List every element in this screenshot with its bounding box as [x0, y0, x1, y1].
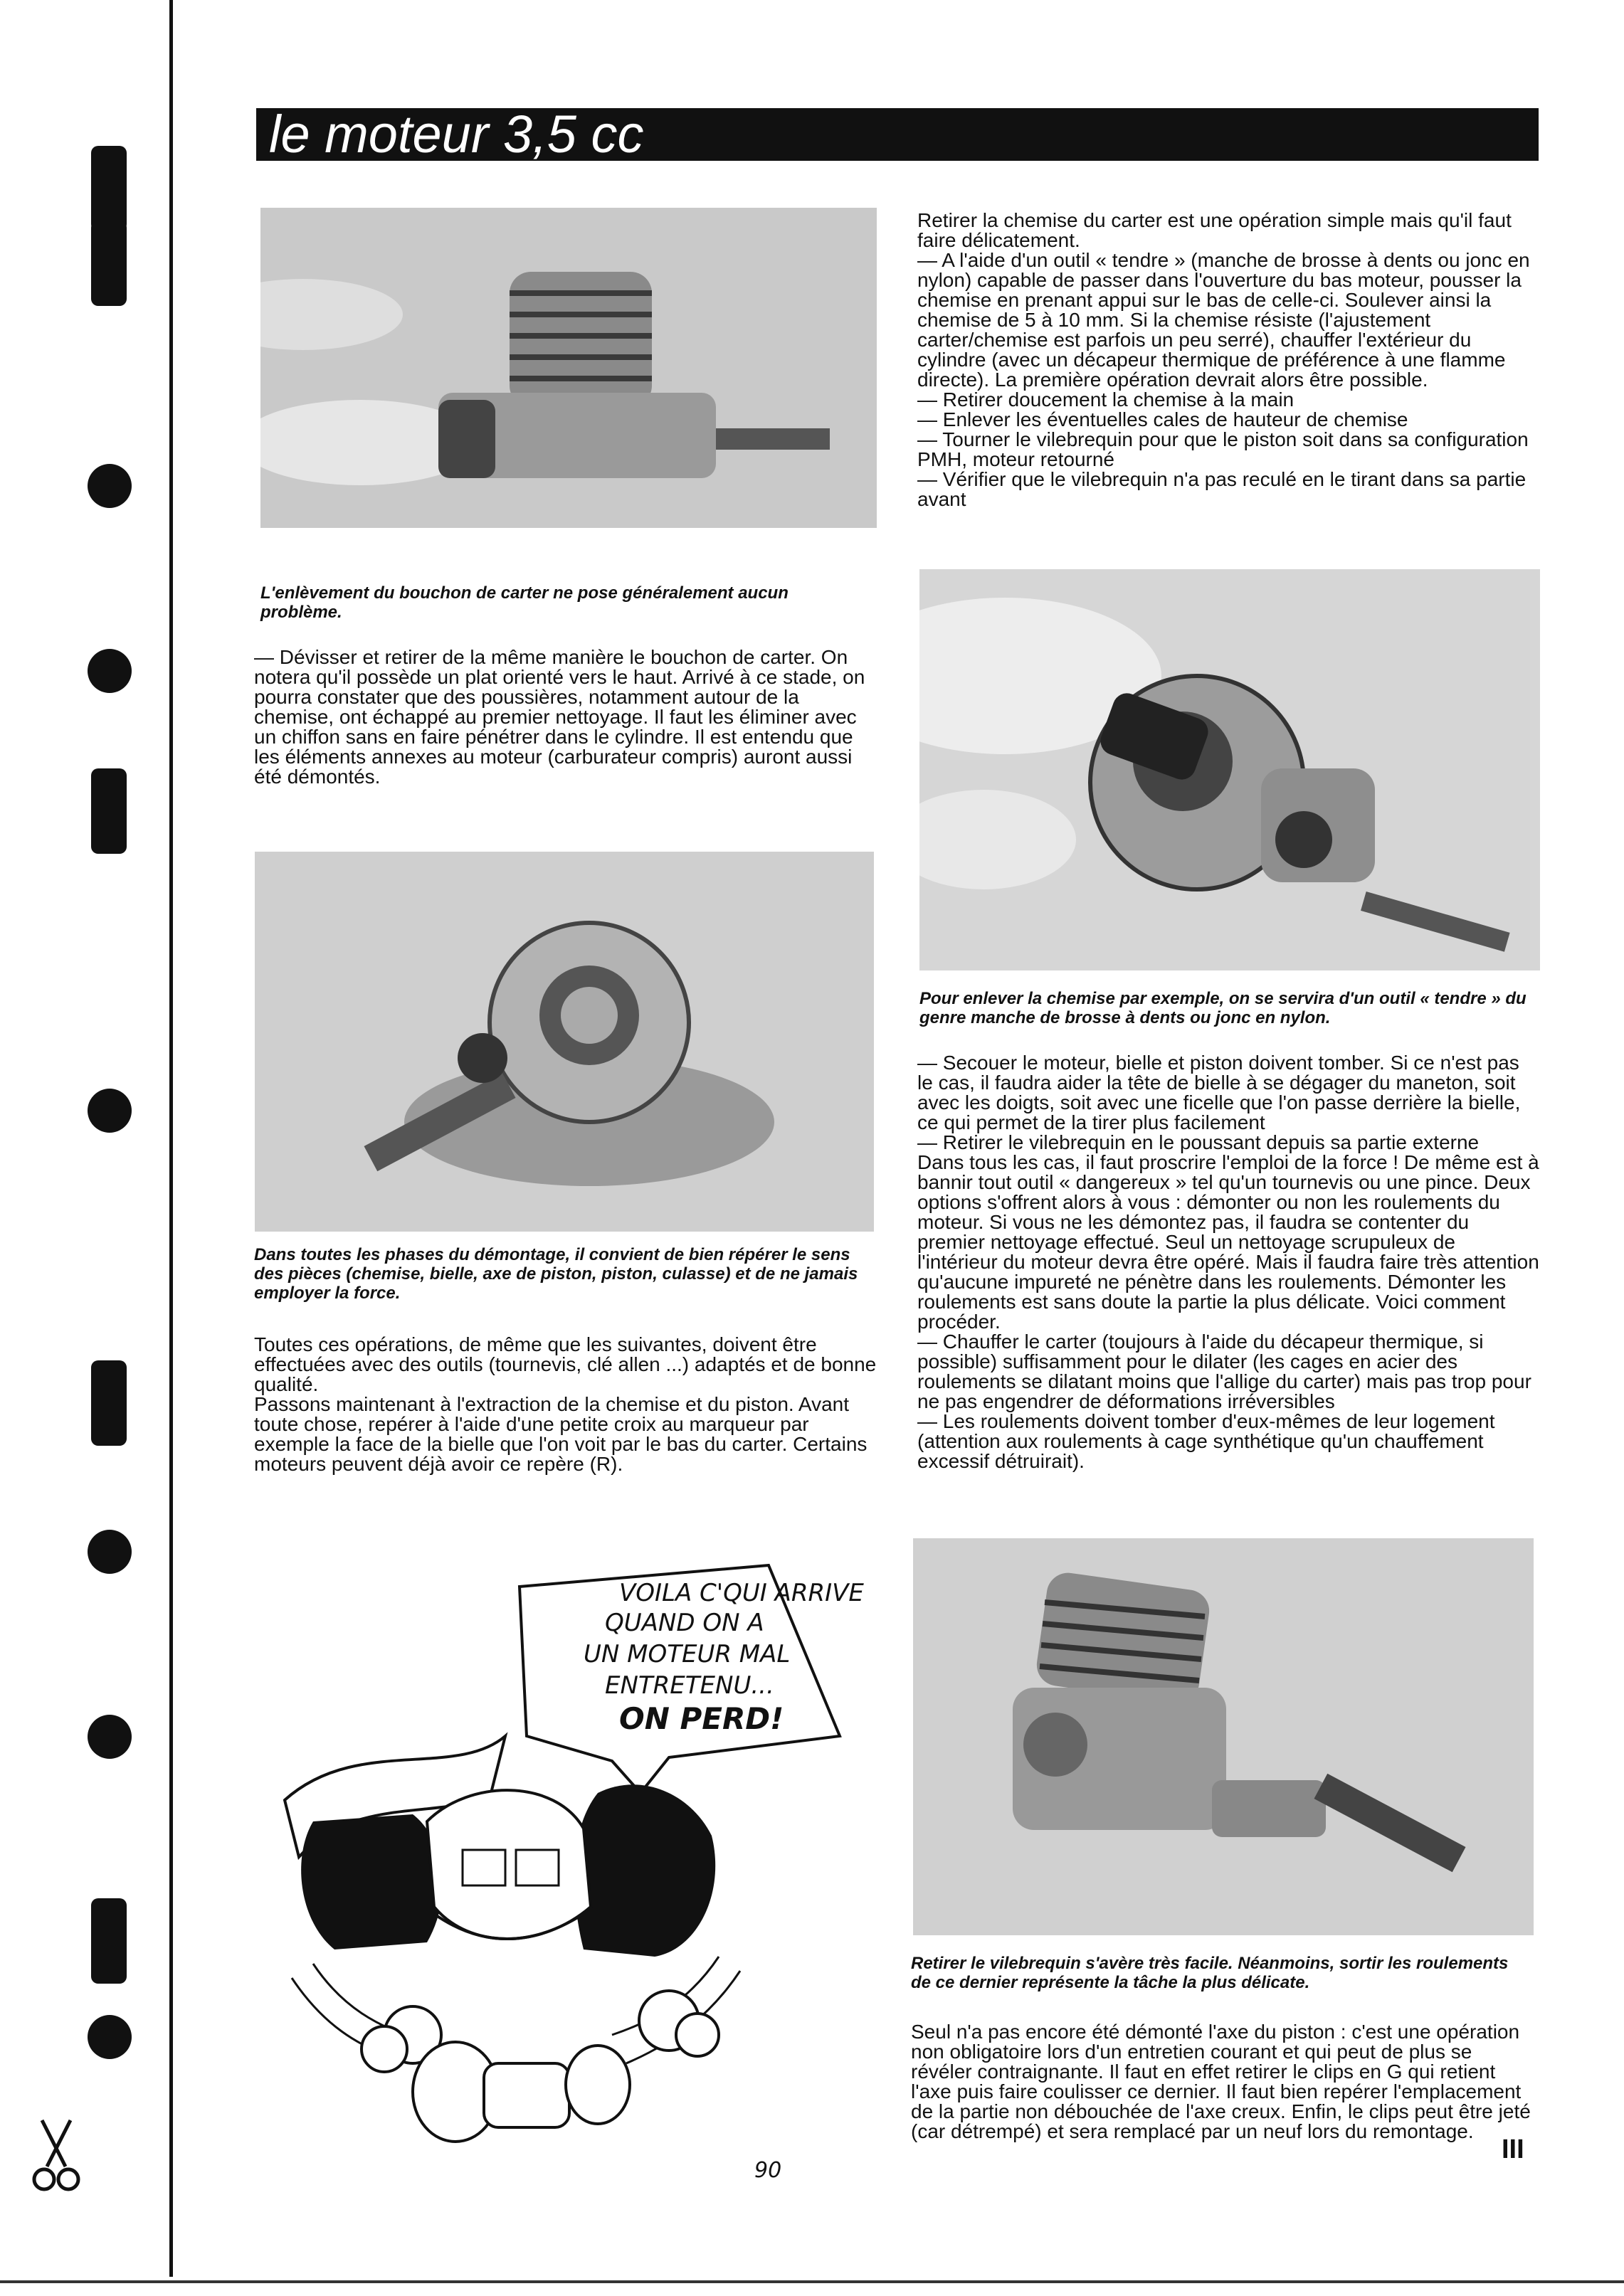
- scissors-icon: [31, 2117, 81, 2195]
- binder-hole: [88, 464, 132, 508]
- bubble-line: VOILA C'QUI ARRIVE: [619, 1579, 864, 1607]
- right-block-3: [911, 2022, 1536, 2142]
- text-paragraph: Retirer la chemise du carter est une opération simple mais qu'il faut faire délicatement.: [917, 209, 1512, 251]
- text-paragraph: Passons maintenant à l'extraction de la chemise et du piston. Avant toute chose, repérer à l'aide d'une petite croix au marqueur par exemple la face de la bielle que l'on voit par le bas du carter. Certains moteurs peuvent déjà avoir ce repère (R).: [254, 1393, 868, 1475]
- photo1-caption: L'enlèvement du bouchon de carter ne pose généralement aucun problème.: [260, 583, 789, 622]
- text-paragraph: — Vérifier que le vilebrequin n'a pas reculé en le tirant dans sa partie avant: [917, 468, 1527, 510]
- photo2-caption: Dans toutes les phases du démontage, il convient de bien répérer le sens des pièces (chemise, bielle, axe de piston, piston, culasse) et de ne jamais employer la force.: [254, 1245, 858, 1303]
- text-paragraph: Toutes ces opérations, de même que les suivantes, doivent être effectuées avec des outils (tournevis, clé allen ...) adaptés et de bonne qualité.: [254, 1333, 877, 1395]
- binder-hole: [88, 1089, 132, 1133]
- text-paragraph: — Dévisser et retirer de la même manière le bouchon de carter. On notera qu'il possède un plat orienté vers le haut. Arrivé à ce stade, on pourra constater que des poussières, notamment autour de la chemise, ont échappé au premier nettoyage. Il faut les éliminer avec un chiffon sans en faire pénétrer dans le cylindre. Il est entendu que les éléments annexes au moteur (carburateur compris) auront aussi été démontés.: [254, 646, 865, 788]
- binder-hole: [91, 146, 127, 231]
- bubble-line: QUAND ON A: [605, 1609, 764, 1637]
- text-paragraph: Dans tous les cas, il faut proscrire l'emploi de la force ! De même est à bannir tout outil « dangereux » tel qu'un tournevis ou une pince. Deux options s'offrent alors à vous : démonter ou non les roulements du moteur. Si vous ne les démontez pas, il faudra se contenter du premier nettoyage effectué. Seul un nettoyage scrupuleux de l'intérieur du moteur devra être opéré. Mais il faudra faire très attention qu'aucune impureté ne pénètre dans les roulements. Démonter les roulements est sans doute la partie la plus délicate. Voici comment procéder.: [917, 1151, 1539, 1333]
- page-number: III: [1502, 2134, 1524, 2164]
- binder-hole: [88, 1715, 132, 1759]
- margin-rule: [169, 0, 173, 2277]
- photo-crankshaft: [913, 1538, 1534, 1935]
- text-paragraph: Seul n'a pas encore été démonté l'axe du piston : c'est une opération non obligatoire lors d'un entretien courant et qui peut de plus se révéler contraignante. Il faut en effet retirer le clips en G qui retient l'axe puis faire coulisser ce dernier. Il faut bien repérer l'emplacement de la partie non débouchée de l'axe creux. Enfin, le clips peut être jeté (car détrempé) et sera remplacé par un neuf lors du remontage.: [911, 2021, 1531, 2142]
- bubble-punchline: ON PERD!: [619, 1701, 784, 1736]
- left-paragraph-1: [254, 647, 879, 787]
- binder-margin: [0, 0, 171, 2296]
- bubble-line: UN MOTEUR MAL: [584, 1640, 791, 1668]
- binder-hole: [91, 768, 127, 854]
- binder-hole: [91, 1898, 127, 1984]
- text-paragraph: — Les roulements doivent tomber d'eux-mêmes de leur logement (attention aux roulements à cage synthétique qu'un chauffement excessif détruirait).: [917, 1410, 1495, 1472]
- bubble-line: ENTRETENU...: [605, 1671, 774, 1700]
- photo3-caption: Pour enlever la chemise par exemple, on se servira d'un outil « tendre » du genre manche de brosse à dents ou jonc en nylon.: [919, 989, 1527, 1027]
- binder-hole: [88, 2015, 132, 2059]
- binder-hole: [91, 221, 127, 306]
- page-title: le moteur 3,5 cc: [269, 105, 644, 164]
- photo-liner-removal: [919, 569, 1540, 970]
- cartoon-signature: 90: [754, 2158, 782, 2183]
- binder-hole: [88, 649, 132, 693]
- photo4-caption: Retirer le vilebrequin s'avère très facile. Néanmoins, sortir les roulements de ce dernier représente la tâche la plus délicate.: [911, 1954, 1509, 1992]
- cartoon-illustration: [270, 1523, 868, 2199]
- text-paragraph: — Chauffer le carter (toujours à l'aide du décapeur thermique, si possible) suffisamment pour le dilater (les cages en acier des roulements se dilatant moins que l'allige du carter) mais pas trop pour ne pas engendrer de déformations irréversibles: [917, 1330, 1531, 1412]
- binder-hole: [88, 1530, 132, 1574]
- right-block-2: [917, 1053, 1540, 1471]
- text-paragraph: — A l'aide d'un outil « tendre » (manche de brosse à dents ou jonc en nylon) capable de passer dans l'ouverture du bas moteur, pousser la chemise en prenant appui sur le bas de celle-ci. Soulever ainsi la chemise de 5 à 10 mm. Si la chemise résiste (l'ajustement carter/chemise est parfois un peu serré), chauffer l'extérieur du cylindre (avec un décapeur thermique de préférence à une flamme directe). La première opération devrait alors être possible.: [917, 249, 1530, 391]
- photo-crankcase-cap: [260, 208, 877, 528]
- text-paragraph: — Enlever les éventuelles cales de hauteur de chemise: [917, 408, 1408, 430]
- left-paragraph-2: [254, 1335, 879, 1474]
- right-block-1: [917, 211, 1540, 509]
- text-paragraph: — Tourner le vilebrequin pour que le piston soit dans sa configuration PMH, moteur retourné: [917, 428, 1529, 470]
- text-paragraph: — Secouer le moteur, bielle et piston doivent tomber. Si ce n'est pas le cas, il faudra aider la tête de bielle à se dégager du maneton, soit avec les doigts, soit avec une ficelle que l'on passe derrière la bielle, ce qui permet de la tirer plus facilement: [917, 1052, 1521, 1133]
- text-paragraph: — Retirer le vilebrequin en le poussant depuis sa partie externe: [917, 1131, 1480, 1153]
- binder-hole: [91, 1360, 127, 1446]
- photo-engine-top-view: [255, 852, 874, 1232]
- text-paragraph: — Retirer doucement la chemise à la main: [917, 388, 1295, 411]
- bottom-rule: [0, 2280, 1624, 2283]
